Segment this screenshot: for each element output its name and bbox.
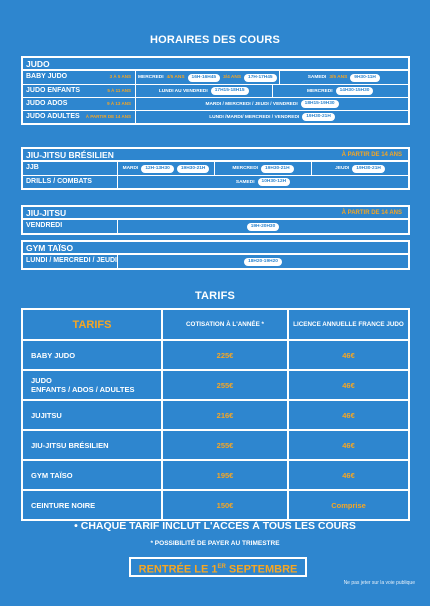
time-pill: 19H30-21H — [261, 165, 294, 173]
tarif-cotisation: 195€ — [162, 460, 288, 490]
course-age: 3 À 5 ANS — [109, 74, 131, 79]
time-pill: 18H20-19H20 — [244, 258, 282, 266]
course-age: À PARTIR DE 14 ANS — [85, 114, 131, 119]
tarif-licence: Comprise — [288, 490, 409, 520]
tarif-row — [22, 490, 409, 520]
day-text: MARDI — [122, 166, 139, 171]
course-age: 5 À 11 ANS — [107, 88, 131, 93]
note-trimestre: * POSSIBILITÉ DE PAYER AU TRIMESTRE — [150, 540, 280, 547]
tarif-row — [22, 430, 409, 460]
jiujitsu-age: À PARTIR DE 14 ANS — [341, 210, 402, 216]
time-pill: 17H15-18H15 — [211, 87, 249, 95]
schedule-cells — [118, 162, 408, 175]
tarif-name: GYM TAÏSO — [22, 460, 162, 490]
time-pill: 18H15-19H30 — [301, 100, 339, 108]
tarif-name: JUJITSU — [22, 400, 162, 430]
schedule-row — [23, 162, 408, 175]
jjb-block — [21, 147, 410, 190]
header-tarifs: TARIFS — [22, 309, 162, 340]
judo-title: JUDO — [23, 58, 408, 71]
tarifs-title: TARIFS — [194, 290, 236, 302]
schedule-cells — [118, 176, 408, 188]
day-text: SAMEDI — [235, 179, 255, 185]
voie-publique-note: Ne pas jeter sur la voie publique — [343, 580, 415, 586]
tarif-cotisation: 150€ — [162, 490, 288, 520]
tarifs-header-row — [22, 309, 409, 340]
age-tag: 3/4 ANS — [223, 75, 242, 80]
taiso-block — [21, 240, 410, 270]
note-acces: • CHAQUE TARIF INCLUT L'ACCÈS À TOUS LES COURS — [74, 520, 356, 532]
day-text: LUNDI /MARDI/ MERCREDI / VENDREDI — [209, 114, 300, 120]
tarif-name: JIU-JITSU BRÉSILIEN — [22, 430, 162, 460]
tarif-name: BABY JUDO — [22, 340, 162, 370]
time-pill: 19H30-21H — [352, 165, 385, 173]
schedule-cells — [118, 220, 408, 233]
tarifs-table — [21, 308, 410, 521]
age-tag: 4/5 ANS — [166, 75, 185, 80]
time-pill: 19H30-21H — [177, 165, 210, 173]
tarif-cotisation: 255€ — [162, 430, 288, 460]
schedule-row — [23, 110, 408, 123]
tarif-cotisation: 255€ — [162, 370, 288, 400]
course-age: 9 À 13 ANS — [107, 101, 131, 106]
horaires-title: HORAIRES DES COURS — [149, 34, 281, 46]
jjb-title: JIU-JITSU BRÉSILIEN À PARTIR DE 14 ANS — [23, 149, 408, 162]
judo-block — [21, 56, 410, 125]
schedule-cell — [136, 85, 273, 97]
schedule-cell — [215, 162, 312, 175]
schedule-cells — [136, 98, 408, 110]
course-name: JUDO ADULTES — [26, 113, 80, 120]
tarif-cotisation: 216€ — [162, 400, 288, 430]
rentree-banner: RENTRÉE LE 1ER SEPTEMBRE — [129, 557, 307, 577]
schedule-cell — [136, 111, 408, 123]
jjb-age: À PARTIR DE 14 ANS — [341, 152, 402, 158]
schedule-cells — [118, 255, 408, 268]
tarif-licence: 46€ — [288, 460, 409, 490]
day-text: MERCREDI — [232, 166, 259, 171]
day-text: MERCREDI — [307, 88, 333, 94]
day-text: LUNDI AU VENDREDI — [158, 88, 208, 94]
course-label — [23, 176, 118, 188]
schedule-cell — [118, 176, 408, 188]
schedule-cell — [118, 220, 408, 233]
tarif-cotisation: 225€ — [162, 340, 288, 370]
course-name: JUDO ADOS — [26, 100, 68, 107]
time-pill: 10H30-12H — [258, 178, 291, 186]
course-label — [23, 98, 136, 110]
course-label — [23, 71, 136, 84]
course-label — [23, 255, 118, 268]
course-label — [23, 111, 136, 123]
time-pill: 9H30-11H — [350, 74, 380, 82]
time-pill: 17H-17H45 — [244, 74, 277, 82]
schedule-row — [23, 97, 408, 110]
tarif-name: CEINTURE NOIRE — [22, 490, 162, 520]
schedule-cell — [312, 162, 408, 175]
tarif-row — [22, 370, 409, 400]
schedule-cell — [118, 162, 215, 175]
jiujitsu-title: JIU-JITSU À PARTIR DE 14 ANS — [23, 207, 408, 220]
schedule-cells — [136, 85, 408, 97]
tarif-licence: 46€ — [288, 400, 409, 430]
schedule-cells — [136, 111, 408, 123]
age-tag: 3/5 ANS — [329, 75, 348, 80]
schedule-row — [23, 220, 408, 233]
day-text: SAMEDI — [307, 75, 327, 80]
tarif-licence: 46€ — [288, 430, 409, 460]
time-pill: 16H-16H45 — [188, 74, 221, 82]
taiso-title: GYM TAÏSO — [23, 242, 408, 255]
day-text: MERCREDI — [138, 75, 164, 80]
time-pill: 19H30-21H — [302, 113, 335, 121]
tarif-row — [22, 340, 409, 370]
schedule-row — [23, 84, 408, 97]
tarif-row — [22, 400, 409, 430]
day-text: MARDI / MERCREDI / JEUDI / VENDREDI — [205, 101, 298, 107]
header-cotisation: COTISATION À L'ANNÉE * — [162, 309, 288, 340]
course-label — [23, 85, 136, 97]
course-name: DRILLS / COMBATS — [26, 178, 92, 185]
tarif-licence: 46€ — [288, 340, 409, 370]
schedule-row — [23, 175, 408, 188]
jiujitsu-block — [21, 205, 410, 235]
schedule-cells — [136, 71, 408, 84]
course-name: BABY JUDO — [26, 73, 68, 80]
tarif-licence: 46€ — [288, 370, 409, 400]
day-text: JEUDI — [335, 166, 350, 171]
time-pill: 12H-13H30 — [141, 165, 174, 173]
course-label — [23, 220, 118, 233]
tarif-name: JUDO ENFANTS / ADOS / ADULTES — [22, 370, 162, 400]
course-label — [23, 162, 118, 175]
course-name: VENDREDI — [26, 222, 63, 229]
schedule-cell — [118, 255, 408, 268]
header-licence: LICENCE ANNUELLE FRANCE JUDO — [288, 309, 409, 340]
schedule-cell — [280, 71, 408, 84]
schedule-cell — [273, 85, 409, 97]
time-pill: 14H30-15H30 — [336, 87, 374, 95]
tarif-row — [22, 460, 409, 490]
schedule-row — [23, 255, 408, 268]
schedule-row — [23, 71, 408, 84]
schedule-cell — [136, 71, 280, 84]
course-name: LUNDI / MERCREDI / JEUDI — [26, 257, 118, 264]
course-name: JUDO ENFANTS — [26, 87, 81, 94]
schedule-cell — [136, 98, 408, 110]
course-name: JJB — [26, 164, 39, 171]
time-pill: 19H-20H30 — [247, 223, 280, 231]
